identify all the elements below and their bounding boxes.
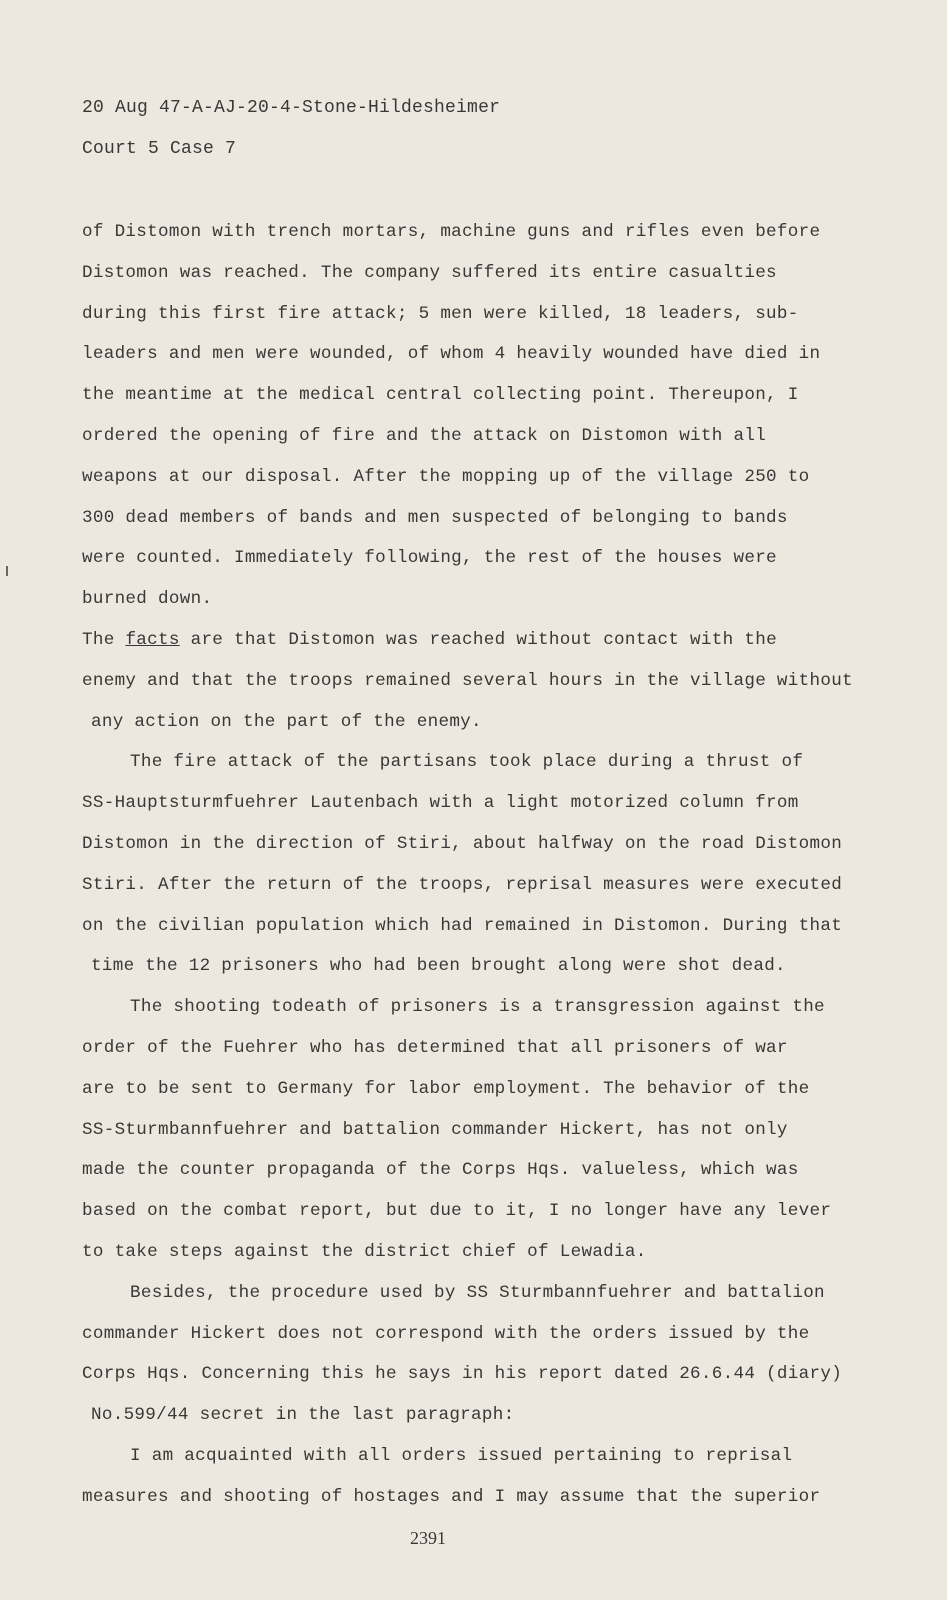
text-line: during this first fire attack; 5 men were killed, 18 leaders, sub- xyxy=(82,303,799,324)
text-line: any action on the part of the enemy. xyxy=(91,711,482,732)
text-line: based on the combat report, but due to it, I no longer have any lever xyxy=(82,1201,832,1222)
text-line: made the counter propaganda of the Corps Hqs. valueless, which was xyxy=(82,1160,799,1181)
text-line: leaders and men were wounded, of whom 4 heavily wounded have died in xyxy=(82,344,821,365)
text-line: The fire attack of the partisans took place during a thrust of xyxy=(130,752,804,773)
text-line: to take steps against the district chief of Lewadia. xyxy=(82,1242,647,1262)
text-line: burned down. xyxy=(82,589,213,610)
text-line: SS-Sturmbannfuehrer and battalion commander Hickert, has not only xyxy=(82,1119,788,1140)
text-line: time the 12 prisoners who had been brought along were shot dead. xyxy=(91,956,786,977)
text-line: were counted. Immediately following, the rest of the houses were xyxy=(82,548,777,569)
text-fragment: The xyxy=(82,630,126,650)
text-line xyxy=(82,630,777,650)
text-line: I am acquainted with all orders issued pertaining to reprisal xyxy=(130,1446,793,1466)
page-number: 2391 xyxy=(410,1528,446,1548)
text-line: The shooting todeath of prisoners is a transgression against the xyxy=(130,997,825,1018)
text-line: Stiri. After the return of the troops, reprisal measures were executed xyxy=(82,874,843,895)
text-line: ordered the opening of fire and the attack on Distomon with all xyxy=(82,426,767,446)
text-line: Corps Hqs. Concerning this he says in his report dated 26.6.44 (diary) xyxy=(82,1364,843,1385)
text-line: of Distomon with trench mortars, machine guns and rifles even before xyxy=(82,222,821,242)
text-line: 300 dead members of bands and men suspected of belonging to bands xyxy=(82,507,788,528)
text-line: order of the Fuehrer who has determined that all prisoners of war xyxy=(82,1038,788,1058)
text-line: weapons at our disposal. After the mopping up of the village 250 to xyxy=(82,466,810,487)
text-line: the meantime at the medical central collecting point. Thereupon, I xyxy=(82,385,799,406)
text-line: No.599/44 secret in the last paragraph: xyxy=(91,1405,515,1426)
text-fragment: are that Distomon was reached without contact with the xyxy=(179,630,777,650)
court-case-label: Court 5 Case 7 xyxy=(82,139,237,159)
underlined-word: facts xyxy=(125,630,180,650)
text-line: enemy and that the troops remained several hours in the village without xyxy=(82,670,853,691)
document-reference: 20 Aug 47-A-AJ-20-4-Stone-Hildesheimer xyxy=(82,98,501,118)
text-line: Distomon was reached. The company suffered its entire casualties xyxy=(82,262,777,283)
text-line: on the civilian population which had remained in Distomon. During that xyxy=(82,915,843,936)
text-line: Distomon in the direction of Stiri, about halfway on the road Distomon xyxy=(82,834,843,854)
margin-mark xyxy=(6,566,8,576)
text-line: are to be sent to Germany for labor employment. The behavior of the xyxy=(82,1078,810,1099)
text-line: measures and shooting of hostages and I may assume that the superior xyxy=(82,1486,821,1507)
text-line: commander Hickert does not correspond with the orders issued by the xyxy=(82,1323,810,1344)
text-line: Besides, the procedure used by SS Sturmbannfuehrer and battalion xyxy=(130,1282,825,1303)
text-line: SS-Hauptsturmfuehrer Lautenbach with a light motorized column from xyxy=(82,793,799,814)
